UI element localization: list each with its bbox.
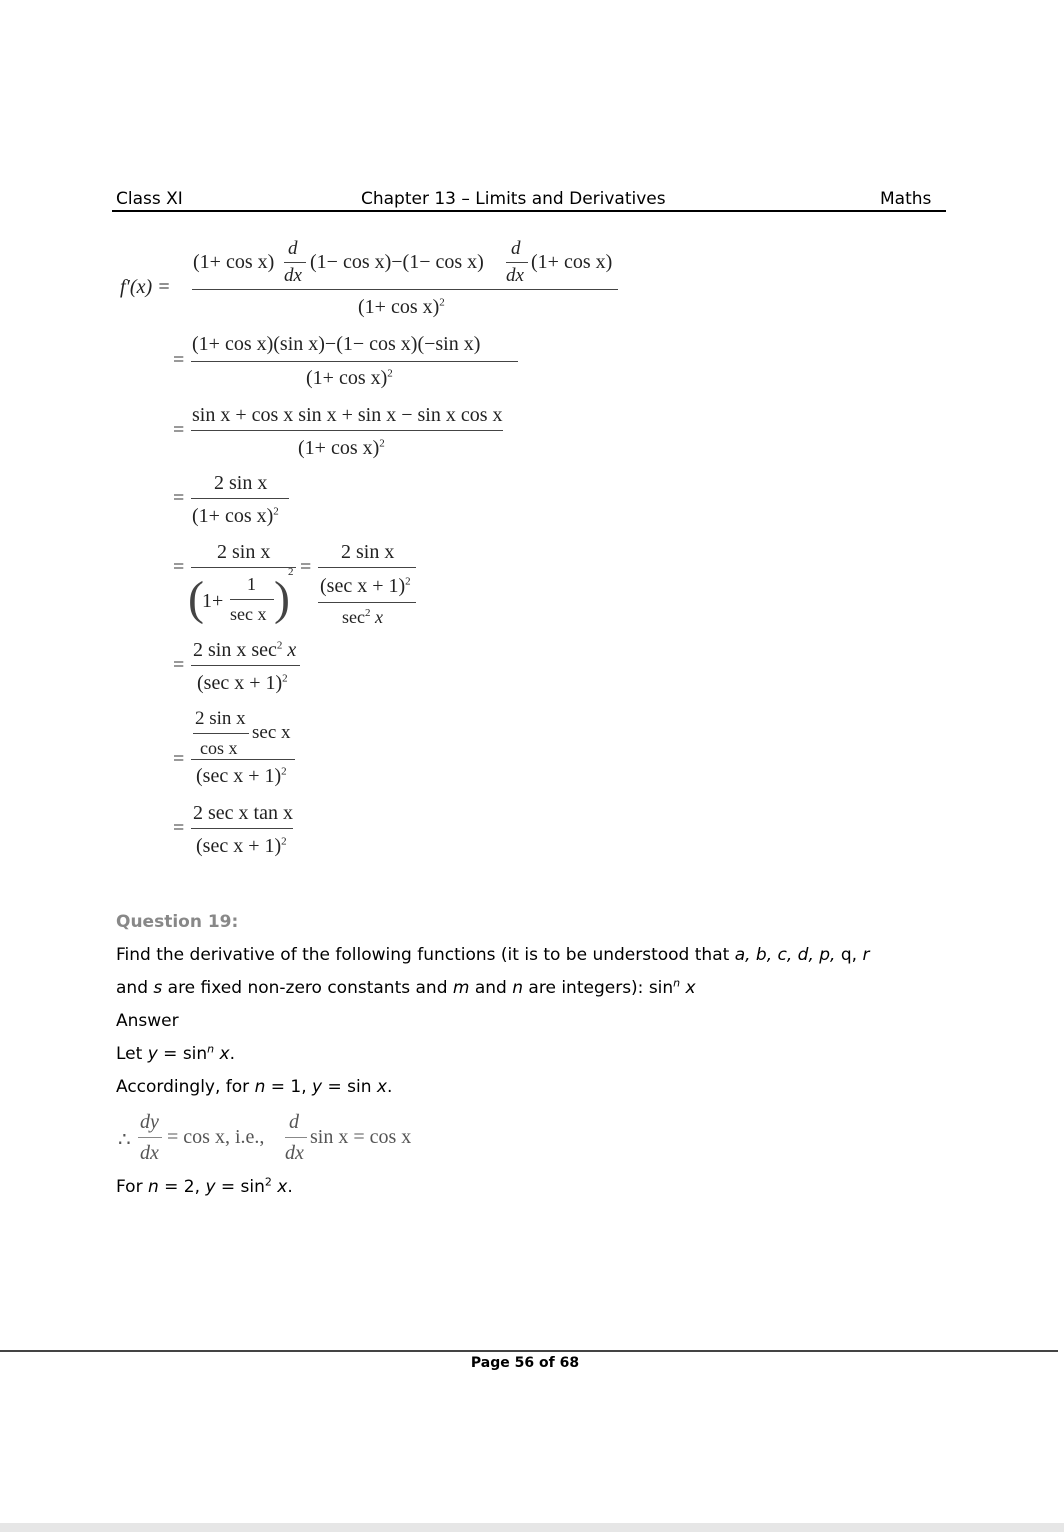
question-title: Question 19: <box>116 912 239 932</box>
step1-num-c: (1+ cos x) <box>531 251 613 273</box>
step6-num: 2 sin x $\sec^2 x$ <box>193 639 297 661</box>
page-number: Page 56 of 68 <box>470 1355 580 1371</box>
answer-let: Let $y = \sin^n x$. <box>116 1042 236 1064</box>
step4-num: 2 sin x <box>214 472 268 494</box>
step8-den: (sec x + 1)$^2$ <box>196 835 287 857</box>
lhs: f′(x) = <box>120 276 171 298</box>
question-line-1: Find the derivative of the following functions (it is to be understood that a, b, c, d, p, q, r <box>116 945 870 965</box>
step1-num-b: (1− cos x)−(1− cos x) <box>310 251 484 273</box>
step1-den: $(1+ \cos x)^2$ <box>358 296 445 318</box>
step6-den: (sec x + 1)$^2$ <box>197 672 288 694</box>
question-line-2: and s are fixed non-zero constants and m and n are integers): $\sin^n x$ <box>116 976 696 998</box>
footer-rule <box>0 1350 1058 1352</box>
step4-den: $(1+ \cos x)^2$ <box>192 505 279 527</box>
step2-den: $(1+ \cos x)^2$ <box>306 367 393 389</box>
step1-num-a: (1+ cos x) <box>193 251 275 273</box>
step5-num: 2 sin x <box>217 541 271 563</box>
step2-num: (1+ cos x)(sin x)−(1− cos x)(−sin x) <box>192 333 481 355</box>
answer-accordingly: Accordingly, for n = 1, y = sin x. <box>116 1077 393 1097</box>
header-class: Class XI <box>116 189 183 209</box>
step8-num: 2 sec x tan x <box>193 802 293 824</box>
step3-den: $(1+ \cos x)^2$ <box>298 437 385 459</box>
header-subject: Maths <box>880 189 932 209</box>
answer-for-n2: For n = 2, $y = \sin^2 x$. <box>116 1175 293 1197</box>
page-bottom-band <box>0 1523 1064 1532</box>
step7-den: (sec x + 1)$^2$ <box>196 765 287 787</box>
header-rule <box>112 210 946 212</box>
step3-num: sin x + cos x sin x + sin x − sin x cos x <box>192 404 503 426</box>
answer-label: Answer <box>116 1011 179 1031</box>
header-chapter: Chapter 13 – Limits and Derivatives <box>361 189 666 209</box>
